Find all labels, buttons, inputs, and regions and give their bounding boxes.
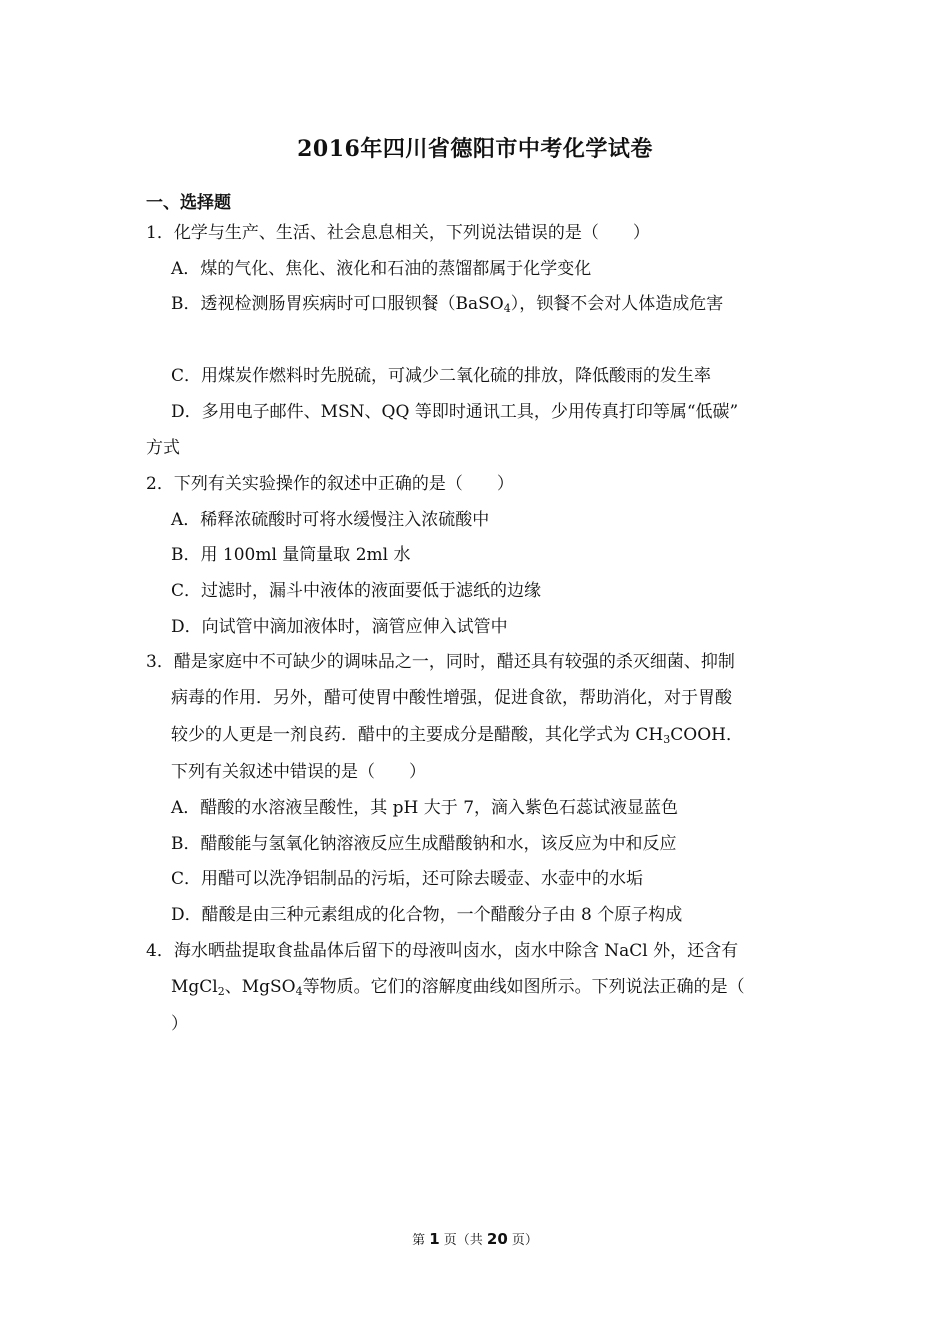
page-footer: 第 1 页（共 20 页） [412, 1230, 538, 1248]
question-4-stem-line-3: ） [171, 1014, 188, 1034]
question-3-stem-line-4: 下列有关叙述中错误的是（ ） [171, 762, 426, 782]
section-heading: 一、选择题 [146, 193, 231, 213]
question-1-option-d-continued: 方式 [146, 438, 180, 458]
total-page-count: 20 [486, 1230, 508, 1248]
question-2-option-b: B．用 100ml 量筒量取 2ml 水 [171, 545, 411, 565]
question-3-option-d: D．醋酸是由三种元素组成的化合物，一个醋酸分子由 8 个原子构成 [171, 905, 683, 925]
question-2-option-a: A．稀释浓硫酸时可将水缓慢注入浓硫酸中 [171, 510, 490, 530]
question-3-option-c: C．用醋可以洗净铝制品的污垢，还可除去暖壶、水壶中的水垢 [171, 869, 644, 889]
page-title: 2016年四川省德阳市中考化学试卷 [297, 136, 653, 162]
current-page-number: 1 [429, 1230, 440, 1248]
question-3-stem-line-2: 病毒的作用．另外，醋可使胃中酸性增强，促进食欲，帮助消化，对于胃酸 [171, 688, 732, 708]
question-4-stem-line-1: 4．海水晒盐提取食盐晶体后留下的母液叫卤水，卤水中除含 NaCl 外，还含有 [146, 941, 739, 961]
question-3-option-a: A．醋酸的水溶液呈酸性，其 pH 大于 7，滴入紫色石蕊试液显蓝色 [171, 798, 679, 818]
question-1-option-b: B．透视检测肠胃疾病时可口服钡餐（BaSO$_4$），钡餐不会对人体造成危害 [171, 294, 724, 315]
question-2-option-c: C．过滤时，漏斗中液体的液面要低于滤纸的边缘 [171, 581, 542, 601]
question-2-option-d: D．向试管中滴加液体时，滴管应伸入试管中 [171, 617, 508, 637]
question-1-option-c: C．用煤炭作燃料时先脱硫，可减少二氧化硫的排放，降低酸雨的发生率 [171, 366, 712, 386]
question-1-stem: 1．化学与生产、生活、社会息息相关，下列说法错误的是（ ） [146, 223, 650, 243]
question-1-option-a: A．煤的气化、焦化、液化和石油的蒸馏都属于化学变化 [171, 259, 592, 279]
question-1-option-d: D．多用电子邮件、MSN、QQ 等即时通讯工具，少用传真打印等属“低碳” [171, 402, 739, 422]
question-3-option-b: B．醋酸能与氢氧化钠溶液反应生成醋酸钠和水，该反应为中和反应 [171, 834, 677, 854]
question-3-stem-line-3: 较少的人更是一剂良药．醋中的主要成分是醋酸，其化学式为 $CH_3COOH$． [171, 725, 743, 746]
question-2-stem: 2．下列有关实验操作的叙述中正确的是（ ） [146, 474, 514, 494]
question-4-stem-line-2: MgCl$_2$、MgSO$_4$等物质。它们的溶解度曲线如图所示。下列说法正确的是（ [171, 977, 745, 998]
question-3-stem-line-1: 3．醋是家庭中不可缺少的调味品之一，同时，醋还具有较强的杀灭细菌、抑制 [146, 652, 735, 672]
